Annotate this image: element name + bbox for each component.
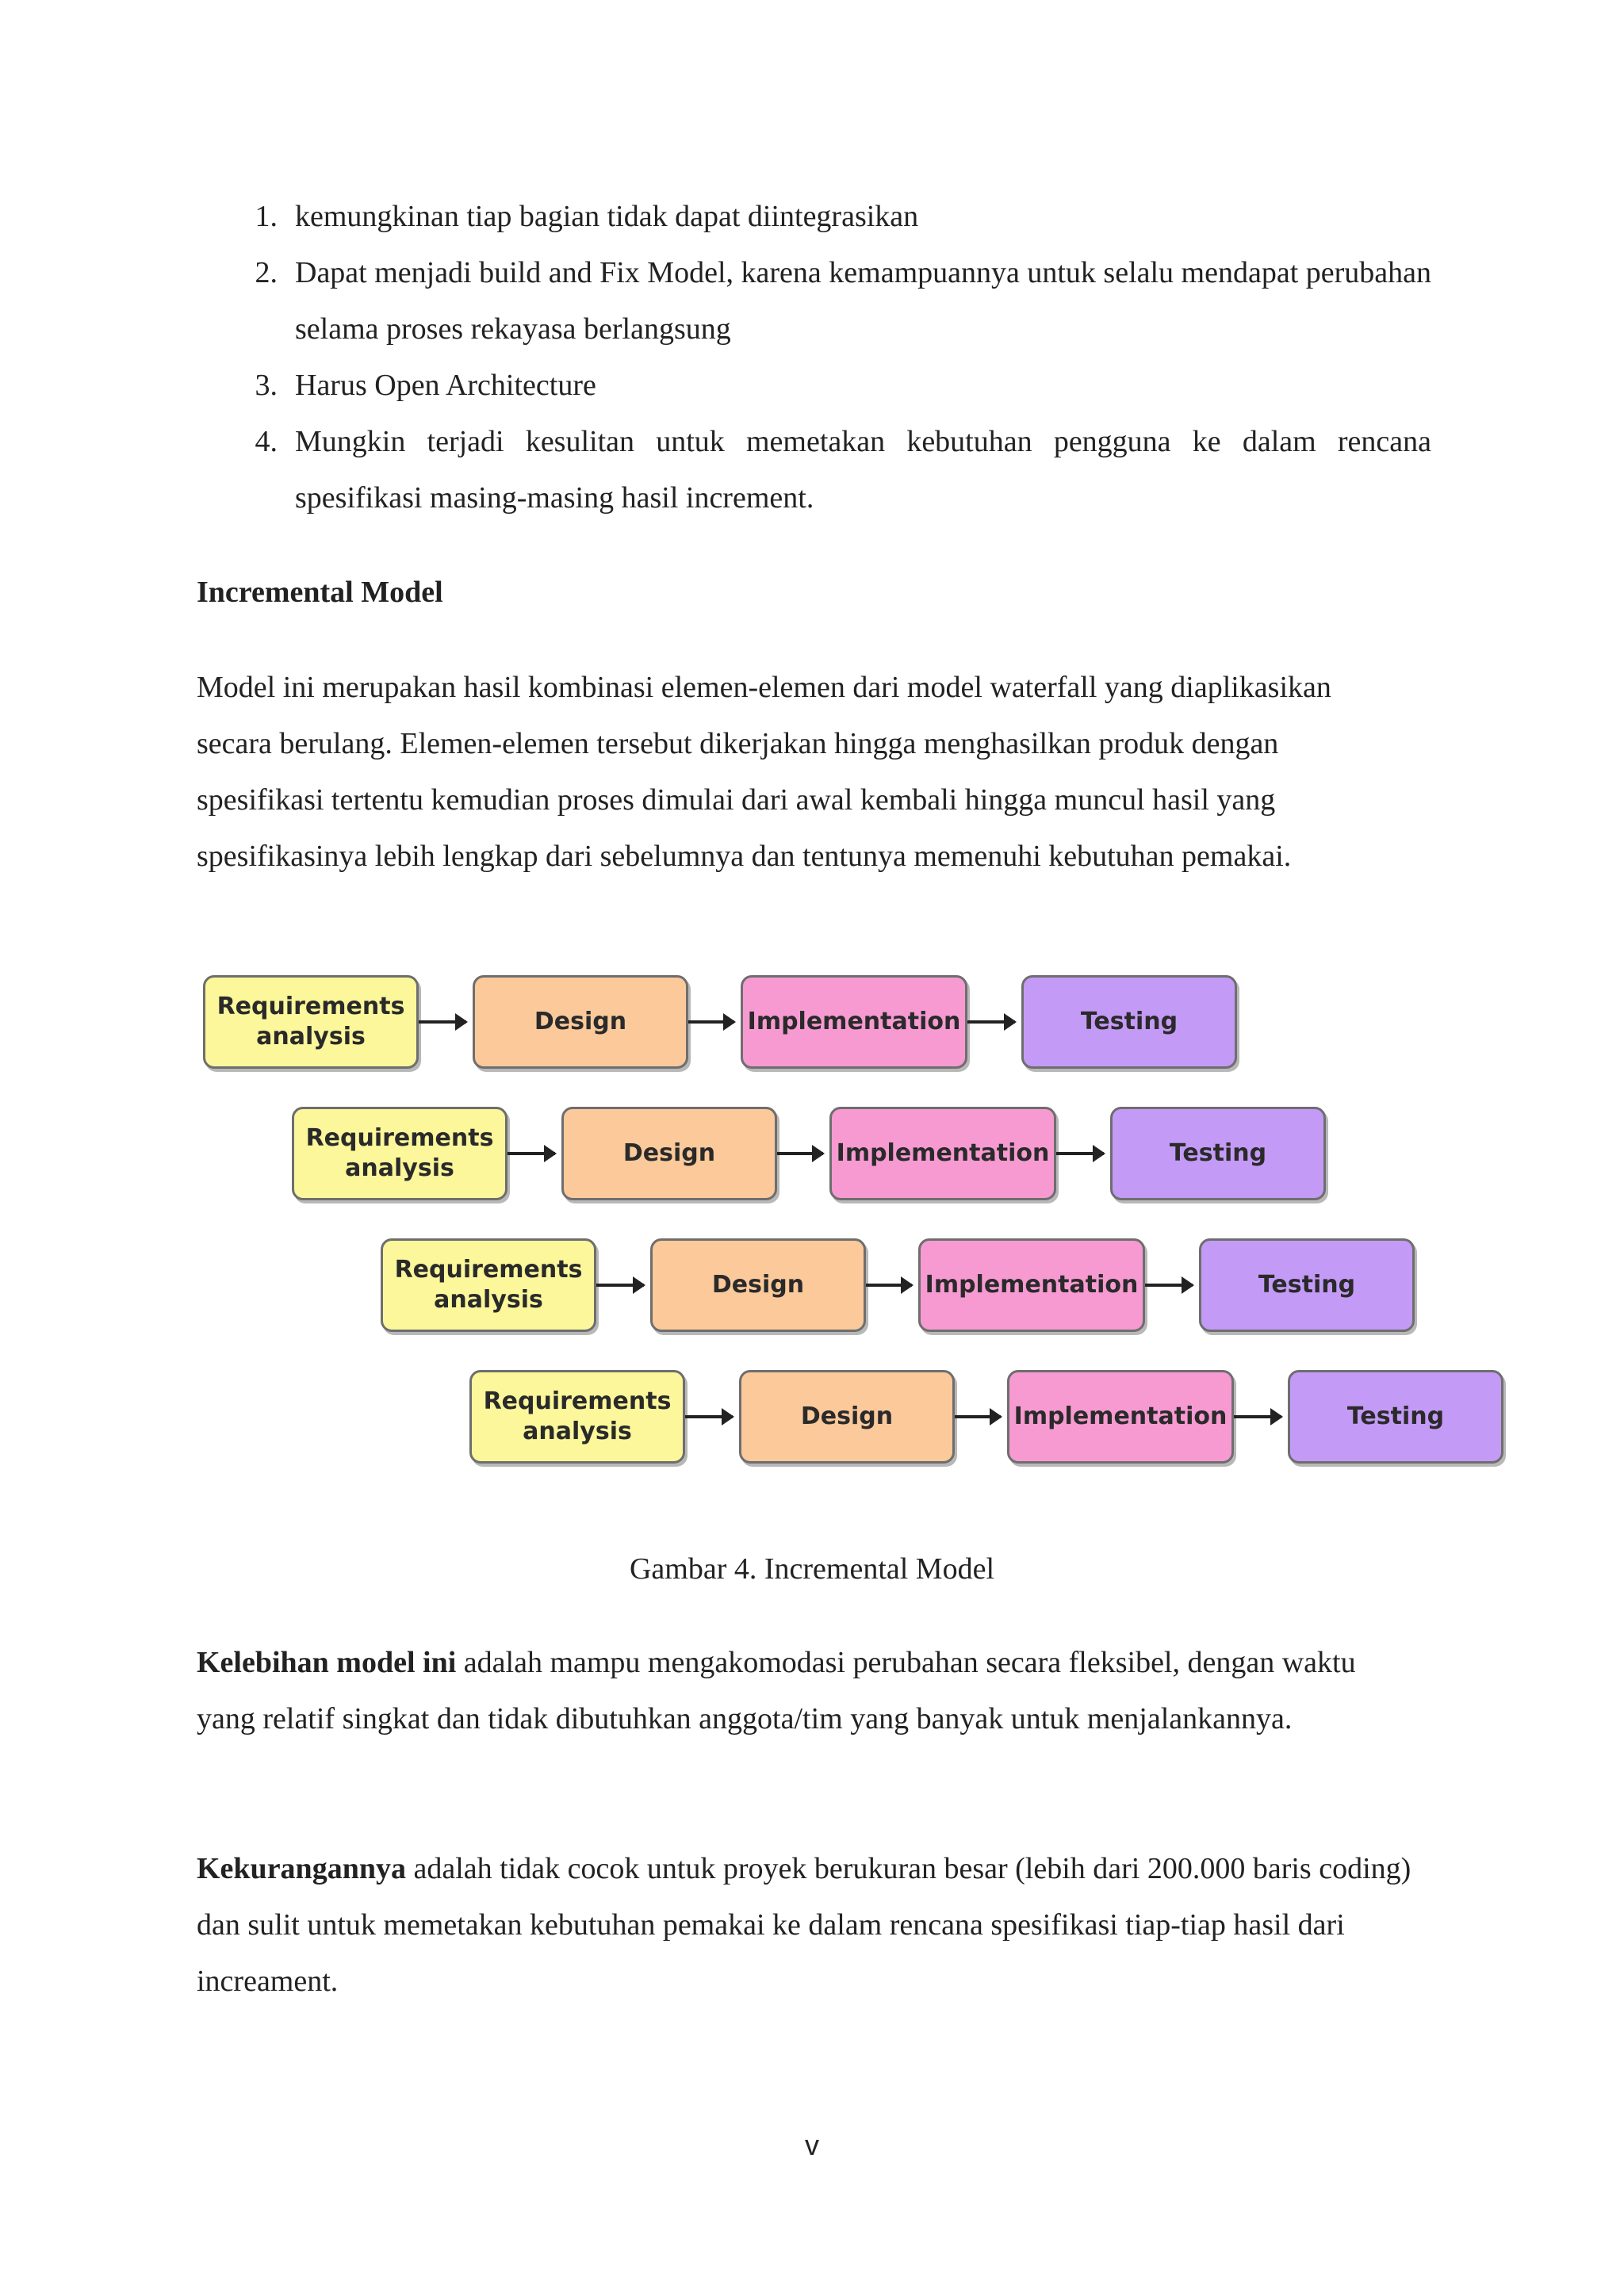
arrow-icon [1234,1415,1281,1418]
design-box: Design [650,1238,866,1332]
testing-box: Testing [1288,1370,1503,1464]
list-number: 4. [255,425,278,458]
list-text: Mungkin terjadi kesulitan untuk memetakan kebutuhan pengguna ke dalam rencana spesifikasi masing-masing hasil increment. [295,425,1431,515]
list-item [238,245,1431,358]
arrow-icon [1145,1284,1193,1287]
arrow-icon [508,1152,555,1155]
advantages-paragraph [197,1635,1410,1747]
advantages-text: adalah mampu mengakomodasi perubahan secara fleksibel, dengan waktu yang relatif singkat dan tidak dibutuhkan anggota/tim yang banyak untuk menjalankannya. [197,1646,1356,1735]
design-box: Design [561,1107,777,1200]
implementation-box: Implementation [918,1238,1145,1332]
increment-row-2 [292,1107,1608,1207]
list-number: 1. [255,200,278,233]
increment-row-1 [203,975,1519,1075]
increment-row-4 [469,1370,1624,1470]
design-box: Design [473,975,688,1069]
requirements-analysis-box: Requirements analysis [292,1107,508,1200]
advantages-label: Kelebihan model ini [197,1646,457,1679]
list-item [238,358,1431,414]
arrow-icon [955,1415,1001,1418]
page-number: v [805,2129,819,2161]
arrow-icon [688,1020,734,1024]
implementation-box: Implementation [1007,1370,1234,1464]
disadvantages-label: Kekurangannya [197,1852,406,1885]
arrow-icon [967,1020,1015,1024]
list-item [238,189,1431,245]
arrow-icon [685,1415,733,1418]
disadvantages-paragraph [197,1841,1434,2010]
requirements-analysis-box: Requirements analysis [381,1238,596,1332]
list-number: 2. [255,256,278,289]
intro-paragraph: Model ini merupakan hasil kombinasi elemen-elemen dari model waterfall yang diaplikasikan secara berulang. Elemen-elemen tersebut dikerjakan hingga menghasilkan produk dengan spesifikasi tertentu kemudian proses dimulai dari awal kembali hingga muncul hasil yang spesifikasinya lebih lengkap dari sebelumnya dan tentunya memenuhi kebutuhan pemakai. [197,671,1331,873]
incremental-model-diagram [197,975,1513,1498]
implementation-box: Implementation [741,975,967,1069]
testing-box: Testing [1021,975,1237,1069]
list-number: 3. [255,369,278,402]
list-text: Dapat menjadi build and Fix Model, karena kemampuannya untuk selalu mendapat perubahan selama proses rekayasa berlangsung [295,256,1432,346]
increment-row-3 [381,1238,1624,1338]
list-text: Harus Open Architecture [295,369,596,402]
list-item [238,414,1431,526]
arrow-icon [1056,1152,1104,1155]
section-heading: Incremental Model [197,576,443,609]
disadvantage-list [238,189,1431,526]
testing-box: Testing [1110,1107,1326,1200]
implementation-box: Implementation [829,1107,1056,1200]
list-text: kemungkinan tiap bagian tidak dapat diintegrasikan [295,200,919,233]
disadvantages-text: adalah tidak cocok untuk proyek berukuran besar (lebih dari 200.000 baris coding) dan sulit untuk memetakan kebutuhan pemakai ke dalam rencana spesifikasi tiap-tiap hasil dari increament. [197,1852,1411,1998]
arrow-icon [596,1284,644,1287]
testing-box: Testing [1199,1238,1415,1332]
arrow-icon [866,1284,912,1287]
arrow-icon [777,1152,823,1155]
design-box: Design [739,1370,955,1464]
figure-caption: Gambar 4. Incremental Model [629,1552,995,1586]
arrow-icon [419,1020,466,1024]
requirements-analysis-box: Requirements analysis [469,1370,685,1464]
requirements-analysis-box: Requirements analysis [203,975,419,1069]
